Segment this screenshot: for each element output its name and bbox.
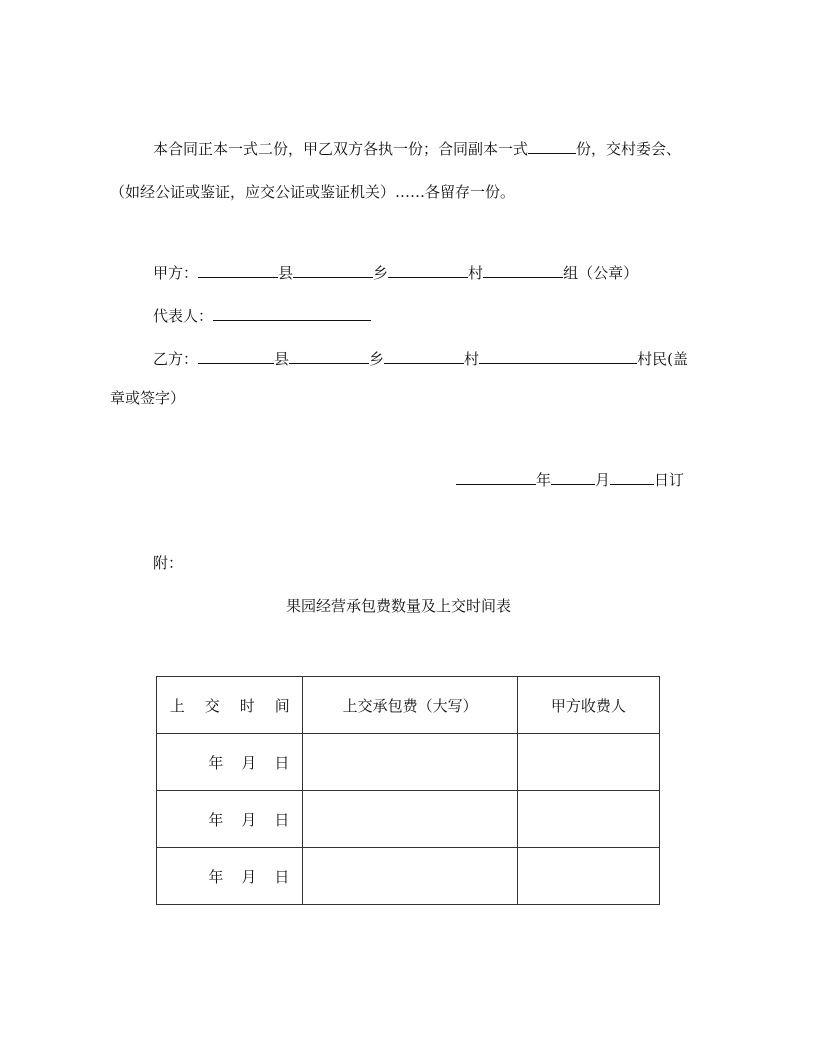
fee-receiver-cell[interactable] bbox=[517, 734, 659, 791]
year-blank[interactable] bbox=[456, 470, 536, 485]
party-b-label: 乙方： bbox=[153, 350, 199, 368]
representative-blank[interactable] bbox=[213, 306, 371, 321]
township-label: 乡 bbox=[373, 264, 389, 282]
day-label: 日订 bbox=[654, 471, 685, 489]
month-blank[interactable] bbox=[551, 470, 595, 485]
day-label: 日 bbox=[274, 867, 290, 886]
copies-text-1: 本合同正本一式二份，甲乙双方各执一份；合同副本一式 bbox=[153, 140, 529, 158]
year-label: 年 bbox=[208, 810, 224, 829]
contract-copies-paragraph-cont bbox=[110, 182, 515, 202]
year-label: 年 bbox=[536, 471, 552, 489]
party-b-line-cont bbox=[110, 388, 185, 408]
fee-receiver-cell[interactable] bbox=[517, 848, 659, 905]
representative-line bbox=[153, 306, 371, 326]
village-label: 村 bbox=[464, 350, 480, 368]
signing-date-line bbox=[456, 470, 684, 490]
day-label: 日 bbox=[274, 810, 290, 829]
header-fee-receiver: 甲方收费人 bbox=[517, 677, 659, 734]
party-a-county-blank[interactable] bbox=[198, 263, 278, 278]
header-char: 时 bbox=[239, 696, 255, 715]
fee-amount-cell[interactable] bbox=[303, 848, 517, 905]
village-label: 村 bbox=[468, 264, 484, 282]
representative-label: 代表人： bbox=[153, 307, 214, 325]
party-a-group-blank[interactable] bbox=[483, 263, 563, 278]
copies-count-blank[interactable] bbox=[528, 139, 576, 154]
date-cell[interactable] bbox=[157, 734, 303, 791]
appendix-title: 果园经营承包费数量及上交时间表 bbox=[286, 597, 512, 615]
party-a-village-blank[interactable] bbox=[388, 263, 468, 278]
fee-receiver-cell[interactable] bbox=[517, 791, 659, 848]
header-char: 间 bbox=[274, 696, 290, 715]
county-label: 县 bbox=[278, 264, 294, 282]
party-a-township-blank[interactable] bbox=[293, 263, 373, 278]
party-a-label: 甲方： bbox=[153, 264, 199, 282]
seal-or-sign-label: 章或签字） bbox=[110, 389, 186, 407]
party-b-village-blank[interactable] bbox=[384, 349, 464, 364]
county-label: 县 bbox=[274, 350, 290, 368]
party-b-line bbox=[153, 349, 688, 369]
header-submit-time bbox=[157, 677, 303, 734]
day-blank[interactable] bbox=[610, 470, 654, 485]
table-row bbox=[157, 848, 660, 905]
month-label: 月 bbox=[241, 810, 257, 829]
header-fee-amount: 上交承包费（大写） bbox=[303, 677, 517, 734]
party-a-line bbox=[153, 263, 638, 283]
party-b-county-blank[interactable] bbox=[198, 349, 274, 364]
day-label: 日 bbox=[274, 753, 290, 772]
group-label: 组（公章） bbox=[563, 264, 639, 282]
month-label: 月 bbox=[241, 867, 257, 886]
copies-text-3: （如经公证或鉴证，应交公证或鉴证机关）……各留存一份。 bbox=[110, 183, 516, 201]
township-label: 乡 bbox=[369, 350, 385, 368]
month-label: 月 bbox=[241, 753, 257, 772]
year-label: 年 bbox=[208, 753, 224, 772]
date-cell[interactable] bbox=[157, 848, 303, 905]
party-b-villager-blank[interactable] bbox=[479, 349, 637, 364]
fee-amount-cell[interactable] bbox=[303, 791, 517, 848]
table-row bbox=[157, 791, 660, 848]
villager-label: 村民(盖 bbox=[637, 350, 688, 368]
header-char: 上 bbox=[169, 696, 185, 715]
date-cell[interactable] bbox=[157, 791, 303, 848]
table-row bbox=[157, 734, 660, 791]
header-char: 交 bbox=[204, 696, 220, 715]
fee-amount-cell[interactable] bbox=[303, 734, 517, 791]
copies-text-2: 份，交村委会、 bbox=[576, 140, 682, 158]
appendix-label: 附： bbox=[153, 554, 184, 572]
contract-copies-paragraph bbox=[153, 139, 681, 159]
party-b-township-blank[interactable] bbox=[289, 349, 369, 364]
month-label: 月 bbox=[595, 471, 611, 489]
year-label: 年 bbox=[208, 867, 224, 886]
table-header-row bbox=[157, 677, 660, 734]
fee-schedule-table bbox=[156, 676, 660, 905]
